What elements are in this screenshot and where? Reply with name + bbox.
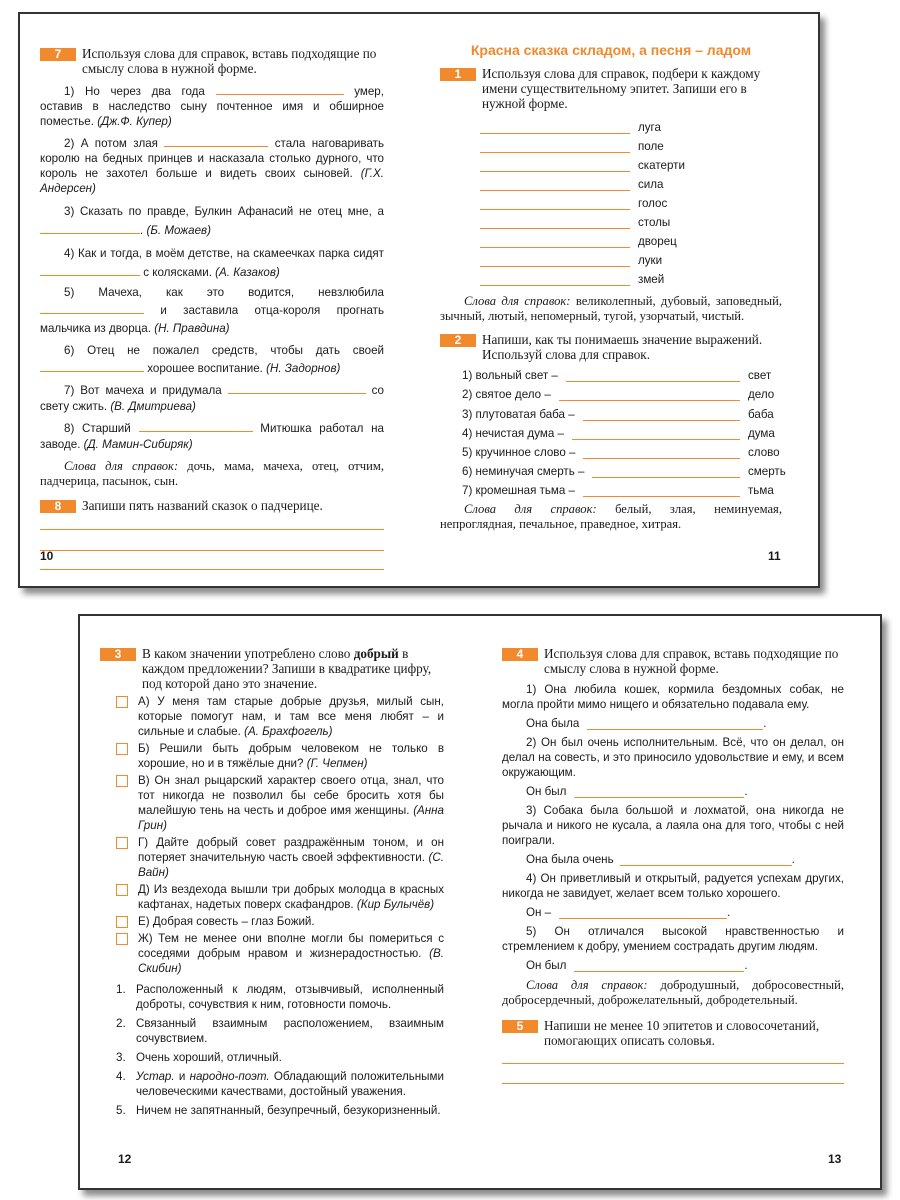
answer-blank[interactable] [40,264,140,276]
sentence-row: Г) Дайте добрый совет раздражённым тоном, и он потеряет значительную часть своей эффективности. (С. Вайн) [100,835,444,880]
meaning-item: 1. Расположенный к людям, отзывчивый, исполненный доброты, сочувствия к ним, готовности помочь. [116,983,444,1011]
task-number-badge: 7 [40,48,76,61]
answer-blank[interactable] [480,217,630,229]
answer-checkbox[interactable] [116,696,128,708]
answer-blank[interactable] [583,447,740,459]
answer-checkbox[interactable] [116,916,128,928]
writing-line[interactable] [502,1062,844,1064]
task-4-answer-4: Он – . [526,906,731,919]
writing-line[interactable] [40,568,384,570]
section-heading: Красна сказка складом, а песня – ладом [470,42,752,58]
epithet-row: скатерти [440,153,782,172]
task-7-item-8: 8) Старший Митюшка работал на заводе. (Д. Мамин-Сибиряк) [40,422,384,451]
task-7-item-4: 4) Как и тогда, в моём детстве, на скамеечках парка сидят с колясками. (А. Казаков) [40,244,384,282]
task-7-item-6: 6) Отец не пожалел средств, чтобы дать своей хорошее воспитание. (Н. Задорнов) [40,342,384,378]
task-4-item-1: 1) Она любила кошек, кормила бездомных собак, не могла пройти мимо нищего и обязательно подавала ему. [502,683,844,711]
answer-blank[interactable] [480,236,630,248]
expression-row: 5) кручинное слово – слово [462,445,780,459]
answer-blank[interactable] [559,907,727,919]
task-8-title: Запиши пять названий сказок о падчерице. [82,498,323,513]
sentence-list [100,694,444,976]
meaning-item: 4. Устар. и народно-поэт. Обладающий положительными человеческими качествами, достойный уважения. [116,1070,444,1098]
expression-row: 1) вольный свет – свет [462,369,772,383]
sentence-row: В) Он знал рыцарский характер своего отца, знал, что тот никогда не позволил бы себе бросить хотя бы малейшую тень на честь и доброе имя женщины. (Анна Грин) [100,773,444,833]
page-number: 13 [828,1152,842,1166]
sentence-row: А) У меня там старые добрые друзья, милый сын, которые помогут нам, и там все меня любят – и сильные и слабые. (А. Брахфогель) [100,694,444,739]
task-number-badge: 8 [40,500,76,513]
spread-pages-10-11 [18,12,820,588]
task-number-badge: 4 [502,648,538,661]
meaning-item: 3. Очень хороший, отличный. [116,1051,282,1064]
task-4-item-4: 4) Он приветливый и открытый, радуется успехам других, никогда не завидует, желает всем только хорошего. [502,872,844,900]
task-number-badge: 1 [440,68,476,81]
page-13 [502,642,844,1084]
answer-blank[interactable] [40,302,144,314]
task-4-answer-1: Она была . [526,717,767,730]
answer-blank[interactable] [480,122,630,134]
answer-checkbox[interactable] [116,743,128,755]
task-5-title: Напиши не менее 10 эпитетов и словосочетаний, помогающих описать соловья. [544,1018,820,1048]
sentence-row: Д) Из вездехода вышли три добрых молодца в красных кафтанах, надетых поверх скафандров. (Кир Булычёв) [100,882,444,912]
epithet-row: дворец [440,229,782,248]
answer-blank[interactable] [574,960,744,972]
page-number: 10 [40,549,54,563]
writing-line[interactable] [502,1082,844,1084]
task-4-answer-2: Он был . [526,785,748,798]
task-4-answer-3: Она была очень . [526,853,795,866]
epithet-row: сила [440,172,782,191]
answer-blank[interactable] [620,854,792,866]
answer-blank[interactable] [216,83,344,95]
writing-line[interactable] [40,528,384,530]
task-3-header [100,646,444,691]
page-10 [40,42,384,570]
answer-blank[interactable] [480,141,630,153]
task-8-header [40,498,384,513]
task-4-header [502,646,844,676]
answer-checkbox[interactable] [116,775,128,787]
epithet-list [440,115,782,286]
task-7-header [40,46,384,76]
answer-blank[interactable] [164,135,268,147]
answer-blank[interactable] [40,222,140,234]
epithet-row: змей [440,267,782,286]
answer-checkbox[interactable] [116,884,128,896]
answer-blank[interactable] [480,274,630,286]
epithet-row: поле [440,134,782,153]
answer-blank[interactable] [480,160,630,172]
meaning-item: 2. Связанный взаимным расположением, взаимным сочувствием. [116,1017,444,1045]
task-2-title: Напиши, как ты понимаешь значение выражений. Используй слова для справок. [482,332,763,362]
answer-blank[interactable] [572,428,740,440]
meaning-list [100,982,444,1118]
task-1-header [440,66,782,111]
answer-blank[interactable] [228,382,366,394]
expression-row: 2) святое дело – дело [462,388,775,402]
expression-row: 6) неминучая смерть – смерть [462,465,786,479]
task-7-item-3: 3) Сказать по правде, Булкин Афанасий не отец мне, а . (Б. Можаев) [40,202,384,240]
expression-row: 3) плутоватая баба – баба [462,407,774,421]
writing-line[interactable] [40,549,384,551]
answer-blank[interactable] [583,485,740,497]
answer-checkbox[interactable] [116,837,128,849]
answer-blank[interactable] [583,409,740,421]
task-7-item-1: 1) Но через два года умер, оставив в наследство сыну почтенное имя и обширное поместье. (Дж.Ф. Купер) [40,85,384,128]
expression-row: 4) нечистая дума – дума [462,426,775,440]
task-4-item-5: 5) Он отличался высокой нравственностью и стремлением к добру, умением сострадать другим людям. [502,925,844,953]
epithet-row: голос [440,191,782,210]
epithet-row: луга [440,115,782,134]
task-3-title: В каком значении употреблено слово добрый в каждом предложении? Запиши в квадратике цифру, под которой дано это значение. [142,646,432,691]
answer-blank[interactable] [480,198,630,210]
expression-row: 7) кромешная тьма – тьма [462,484,774,498]
answer-blank[interactable] [480,179,630,191]
page-11 [440,42,786,532]
task-7-title: Используя слова для справок, вставь подходящие по смыслу слова в нужной форме. [82,46,377,76]
answer-blank[interactable] [139,420,253,432]
task-7-item-2: 2) А потом злая стала наговаривать королю на бедных принцев и насказала столько дурного, что король не захотел больше и видеть своих сыновей. (Г.Х. Андерсен) [40,137,384,195]
answer-blank[interactable] [574,786,744,798]
sentence-row: Е) Добрая совесть – глаз Божий. [100,914,444,929]
task-7-item-5: 5) Мачеха, как это водится, невзлюбила и заставила отца-короля прогнать мальчика из дворца. (Н. Правдина) [40,286,384,335]
task-5-header [502,1018,844,1048]
answer-blank[interactable] [566,370,740,382]
page-number: 12 [118,1152,132,1166]
task-4-title: Используя слова для справок, вставь подходящие по смыслу слова в нужной форме. [544,646,839,676]
task-1-reference-words: Слова для справок: великолепный, дубовый, заповедный, зычный, лютый, непомерный, тугой, узорчатый, чистый. [440,294,782,323]
task-4-answer-5: Он был . [526,959,748,972]
task-7-item-7: 7) Вот мачеха и придумала со свету сжить. (В. Дмитриева) [40,384,384,413]
task-number-badge: 5 [502,1020,538,1033]
page-number: 11 [768,549,781,563]
task-2-header [440,332,782,362]
page-12 [100,642,444,1118]
meaning-item: 5. Ничем не запятнанный, безупречный, безукоризненный. [116,1104,441,1117]
task-number-badge: 3 [100,648,136,661]
answer-blank[interactable] [40,360,144,372]
task-4-item-3: 3) Собака была большой и лохматой, она никогда не рычала и никого не кусала, а лаяла она для того, чтобы с ней поиграли. [502,804,844,847]
epithet-row: луки [440,248,782,267]
answer-blank[interactable] [587,718,763,730]
task-1-title: Используя слова для справок, подбери к каждому имени существительному эпитет. Запиши его в нужной форме. [482,66,761,111]
epithet-row: столы [440,210,782,229]
sentence-row: Б) Решили быть добрым человеком не только в хорошие, но и в тяжёлые дни? (Г. Чепмен) [100,741,444,771]
task-2-reference-words: Слова для справок: белый, злая, неминуемая, непроглядная, печальное, праведное, хитрая. [440,502,782,532]
sentence-row: Ж) Тем не менее они вполне могли бы помериться с соседями добрым нравом и жизнерадостностью. (В. Скибин) [100,931,444,976]
answer-blank[interactable] [559,389,740,401]
task-4-reference-words: Слова для справок: добродушный, добросовестный, добросердечный, доброжелательный, добродетельный. [502,978,844,1007]
answer-blank[interactable] [592,466,740,478]
task-4-item-2: 2) Он был очень исполнительным. Всё, что он делал, он делал на совесть, и это приносило удовольствие и ему, и всем окружающим. [502,736,844,779]
answer-checkbox[interactable] [116,933,128,945]
task-number-badge: 2 [440,334,476,347]
task-7-reference-words: Слова для справок: дочь, мама, мачеха, отец, отчим, падчерица, пасынок, сын. [40,459,384,488]
expression-list [440,363,786,498]
answer-blank[interactable] [480,255,630,267]
spread-pages-12-13 [78,614,882,1190]
